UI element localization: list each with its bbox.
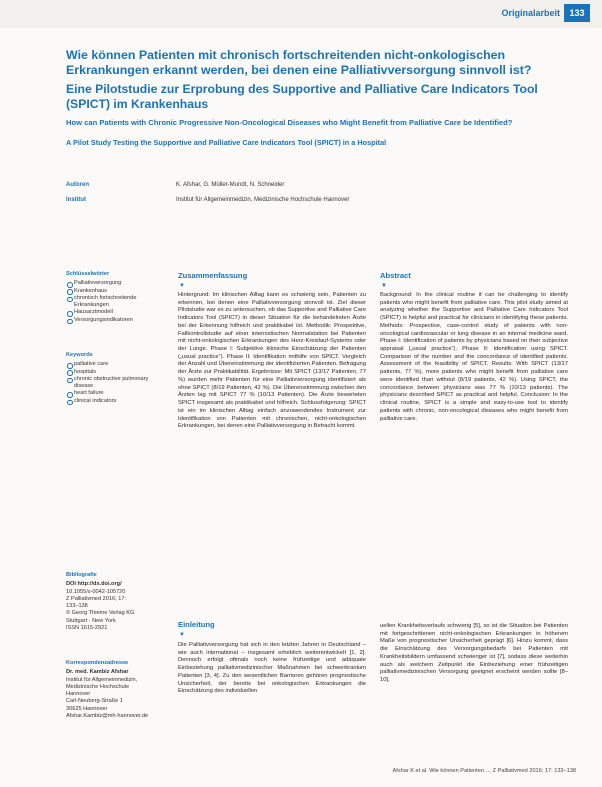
keyword-de: Versorgungsindikatoren <box>66 317 166 324</box>
bibliography-line: © Georg Thieme Verlag KG <box>66 610 135 617</box>
keyword-en: chronic obstructive pulmonary disease <box>66 376 166 391</box>
keyword-de: Palliativversorgung <box>66 280 166 287</box>
section-tag: Originalarbeit <box>501 8 560 18</box>
correspondence-line: Carl-Neuberg-Straße 1 <box>66 698 123 705</box>
title-german: Wie können Patienten mit chronisch fortschreitenden nicht-onkologischen Erkrankungen erkannt werden, bei denen eine Palliativversorgung sinnvoll ist? <box>66 48 532 77</box>
keyword-en: palliative care <box>66 361 166 368</box>
correspondence-line: Afshar.Kambiz@mh-hannover.de <box>66 713 149 720</box>
keywords-en-heading: Keywords <box>66 352 93 358</box>
bibliography-line: 10.1055/s-0042-105720 <box>66 588 126 595</box>
keywords-de-block <box>66 271 166 324</box>
bibliography-line: Stuttgart · New York <box>66 617 116 624</box>
keyword-en: heart failure <box>66 390 166 397</box>
keywords-de-heading: Schlüsselwörter <box>66 271 110 277</box>
bibliography-block <box>66 572 166 632</box>
authors-label: Autoren <box>66 182 89 188</box>
bibliography-line: 133–138 <box>66 603 88 610</box>
bibliography-line: Z Palliativmed 2016; 17: <box>66 595 127 602</box>
correspondence-line: 30625 Hannover <box>66 705 108 712</box>
page-number: 133 <box>564 4 590 22</box>
keyword-en: clinical indicators <box>66 398 166 405</box>
section-marker-icon: ▼ <box>179 283 185 289</box>
bibliography-line: DOI http://dx.doi.org/ <box>66 581 122 588</box>
subtitle-german: Eine Pilotstudie zur Erprobung des Supportive and Palliative Care Indicators Tool (SPICT) im Krankenhaus <box>66 82 538 111</box>
title-english: How can Patients with Chronic Progressive Non-Oncological Diseases who Might Benefit from Palliative Care be Identified? <box>66 118 513 127</box>
keyword-de: chronisch fortschreitende Erkrankungen <box>66 295 166 310</box>
subtitle-english: A Pilot Study Testing the Supportive and Palliative Care Indicators Tool (SPICT) in a Hospital <box>66 138 387 147</box>
correspondence-line: Institut für Allgemeinmedizin, <box>66 676 138 683</box>
bibliography-line: ISSN 1615-2921 <box>66 625 108 632</box>
zusammenfassung-heading: Zusammenfassung <box>178 271 248 280</box>
section-marker-icon: ▼ <box>381 283 387 289</box>
page-footer: Afshar K et al. Wie können Patienten … Z Palliativmed 2016; 17: 133–138 <box>392 768 576 774</box>
correspondence-block <box>66 660 166 720</box>
keywords-de-list <box>66 280 166 324</box>
abstract-heading: Abstract <box>380 271 411 280</box>
einleitung-heading: Einleitung <box>178 620 215 629</box>
institute-label: Institut <box>66 197 86 203</box>
correspondence-line: Medizinische Hochschule <box>66 683 130 690</box>
correspondence-heading: Korrespondenzadresse <box>66 660 129 666</box>
einleitung-text-col1: Die Palliativversorgung hat sich in den letzten Jahren in Deutschland – wie auch international – insgesamt erheblich weiterentwickelt [1, 2]. Dennoch erfolgt oftmals noch keine frühzeitige und adäquate Einbeziehung palliativmedizinischer Maßnahmen bei schwerkranken Patienten [3, 4]. Zu den wesentlichen Barrieren gehören prognostische Unsicherheit, der bereits bei onkologischen Erkrankungen die Einschätzung des individuellen <box>178 642 366 695</box>
page-header <box>0 0 602 28</box>
keyword-en: hospitals <box>66 369 166 376</box>
einleitung-text-col2: uellen Krankheitsverlaufs schwierig [5], so ist die Situation bei Patienten mit fortgeschrittenen nicht-onkologischen Erkrankungen in höherem Maße von prognostischer Unsicherheit geprägt [6]. Hinzu kommt, dass die Einschätzung des Versorgungsbedarfs bei Patienten mit Krankheitsbildern umfassend schwieriger ist [7], sodass diese weiterhin auch als welchem Zeitpunkt die Einbeziehung einer frühzeitigen palliativmedizinischen Versorgung geeignet erscheint werden sollte [8–10]. <box>380 623 568 684</box>
section-marker-icon: ▼ <box>179 632 185 638</box>
zusammenfassung-text: Hintergrund: Im klinischen Alltag kann es schwierig sein, Patienten zu erkennen, bei denen eine Palliativversorgung sinnvoll ist. Ziel dieser Pilotstudie war es zu untersuchen, ob das Supportive and Palliative Care Indicators Tool (SPICT) in dieser Situation für die behandelnden Ärzte bei der Erkennung hilfreich und praktikabel ist. Methodik: Prospektive, Fallkontrollstudie auf einer internistischen Normalstation bei Patienten mit nicht-onkologischen Erkrankungen des Herz-Kreislauf-Systems oder der Lunge. Phase I: Subjektive klinische Einschätzung der Patienten („usual practice“). Phase II: Identifikation mithilfe von SPICT. Vergleich der Anzahl und Übereinstimmung der identifizierten Patienten. Befragung der Ärzte zur Praktikabilität. Ergebnisse: Mit SPICT (13/17 Patienten, 77 %) wurden mehr Patienten für eine Palliativversorgung identifiziert als ohne SPICT (8/19 Patienten, 42 %). Die Übereinstimmung zwischen den Ärzten lag mit SPICT 77 % (10/13 Patienten). Die Ärzte bewerteten SPICT insgesamt als praktikabel und hilfreich. Schlussfolgerung: SPICT ist ein im klinischen Alltag einfach anzuwendendes Instrument zur Identifikation von Patienten mit chronischen, nicht-onkologischen Erkrankungen, bei denen eine Palliativversorgung in Betracht kommt. <box>178 292 366 430</box>
keyword-de: Hausarztmodell <box>66 309 166 316</box>
institute: Institut für Allgemeinmedizin, Medizinische Hochschule Hannover <box>176 197 350 203</box>
abstract-text: Background: In the clinical routine it can be challenging to identify patients who might benefit from palliative care. This pilot study aimed at analyzing whether the Supportive and Palliative Care Indicators Tool (SPICT) is helpful and practical for clinicians in identifying these patients. Methods: Prospective, case-control study of patients with non-oncological cardiovascular or lung disease in an internal medicine ward. Phase I: Identification of patients by physicians based on their subjective appraisal („usual practice“). Phase II: Identification using SPICT. Comparison of the number and the concordance of identified patients. Assessment of the feasibility of SPICT. Results: With SPICT (13/17 patients, 77 %), more patients who might benefit from palliative care were identified than without (8/19 patients, 42 %). Using SPICT, the concordance between physicians was 77 % (10/13 patients). The physicians described SPICT as practical and helpful. Conclusion: In the clinical routine, SPICT is a simple and easy-to-use tool to identify patients with chronic, non-oncological diseases who might benefit from palliative care. <box>380 292 568 422</box>
correspondence-line: Dr. med. Kambiz Afshar <box>66 669 129 676</box>
keywords-en-list <box>66 361 166 405</box>
bibliography-heading: Bibliografie <box>66 572 97 578</box>
keywords-en-block <box>66 352 166 405</box>
keyword-de: Krankenhaus <box>66 288 166 295</box>
authors: K. Afshar, G. Müller-Mundt, N. Schneider <box>176 182 285 188</box>
correspondence-line: Hannover <box>66 691 91 698</box>
